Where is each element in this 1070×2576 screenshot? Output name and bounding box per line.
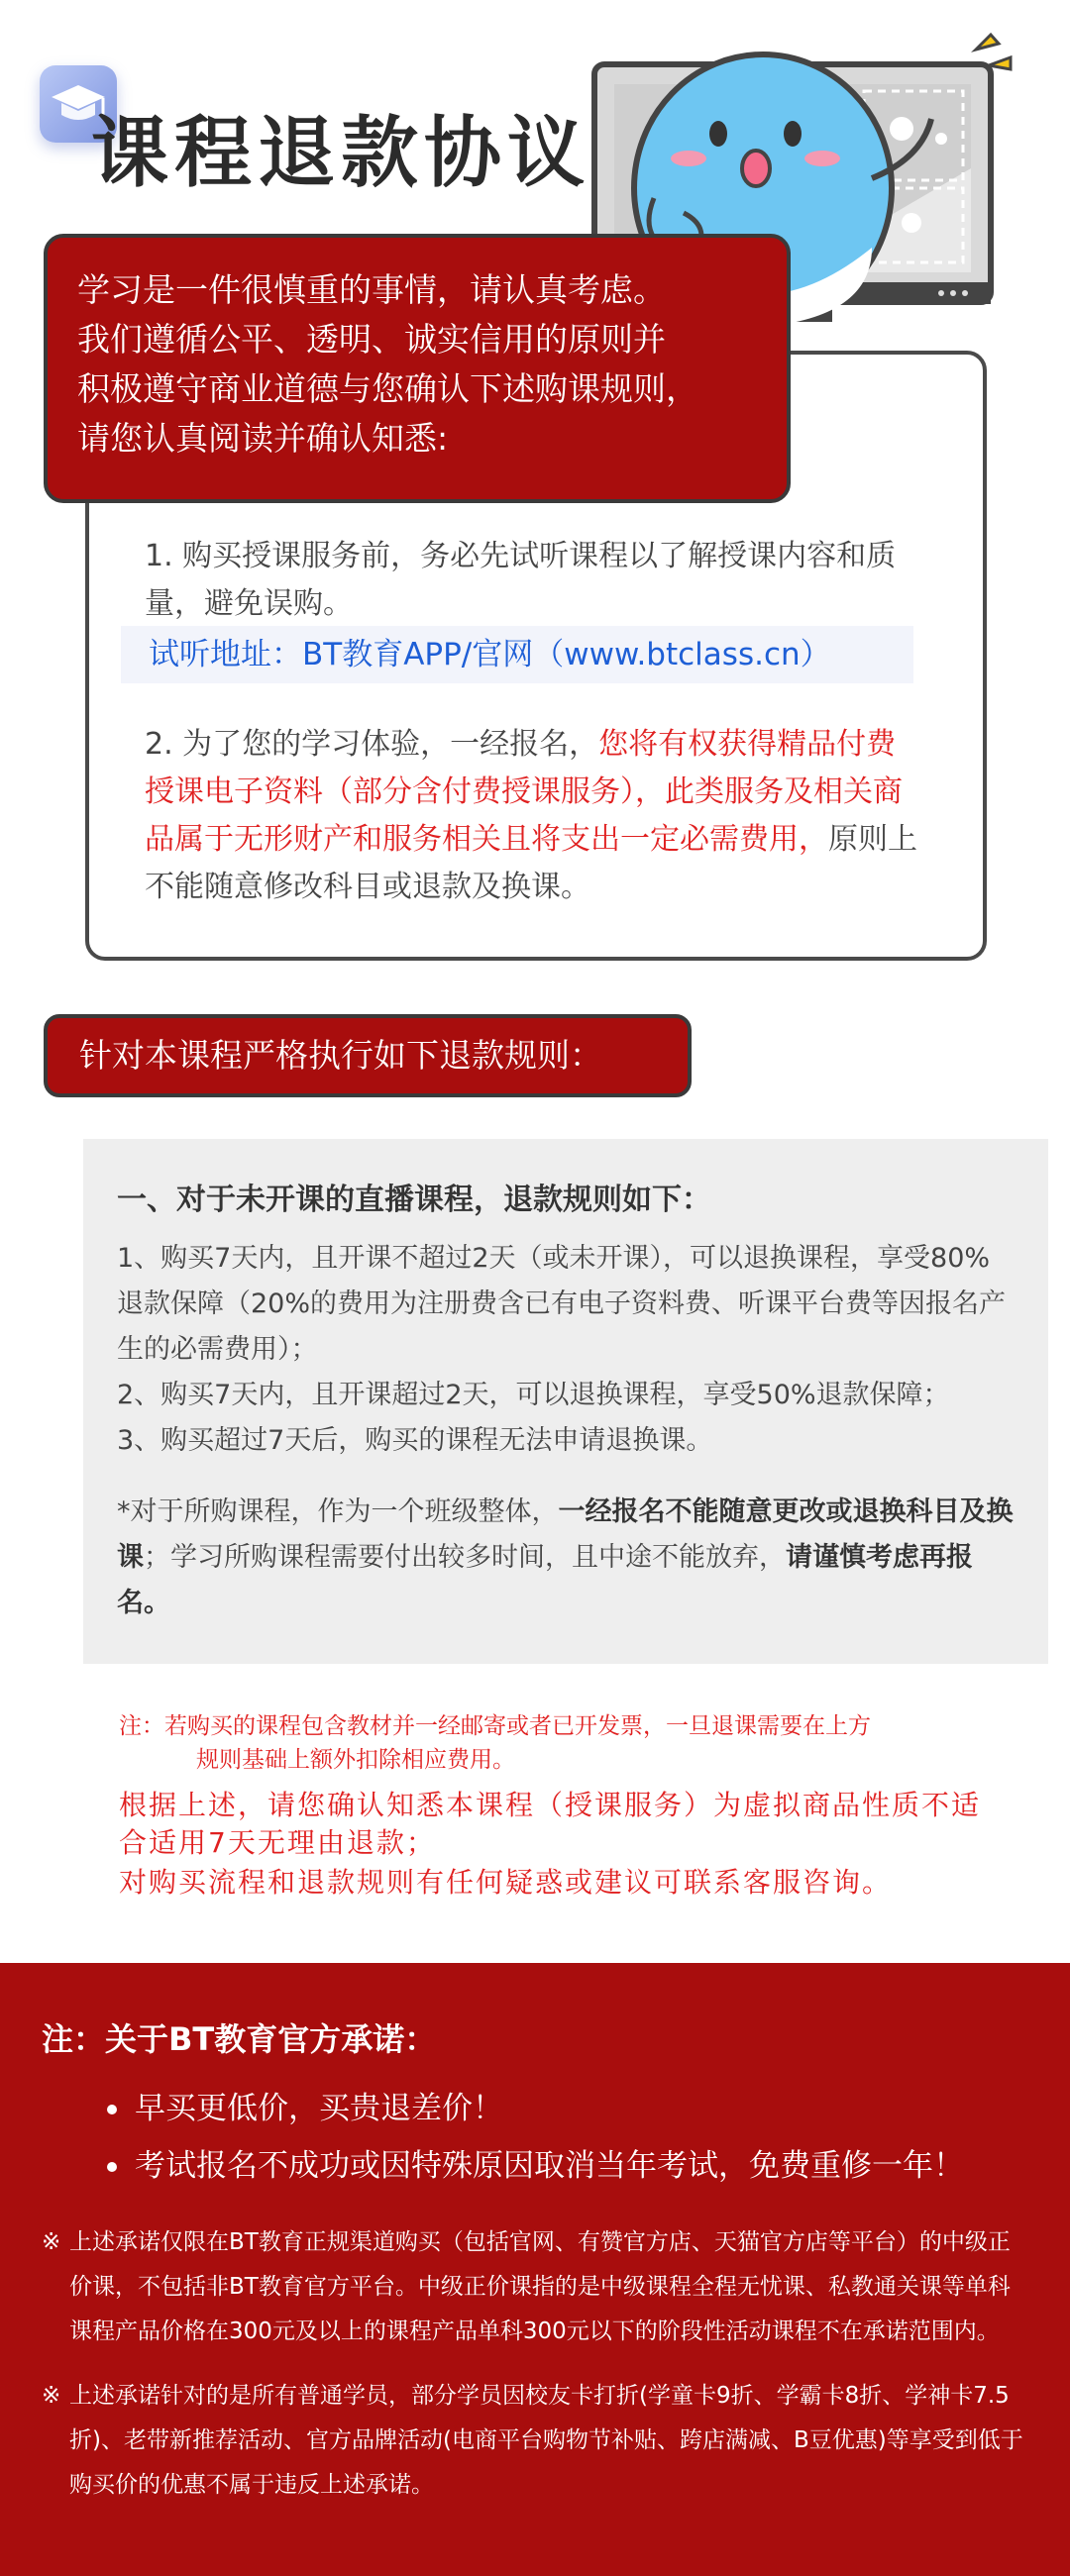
item2-suffix: 原则上不能随意修改科目或退款及换课。 <box>145 822 917 904</box>
intro-line: 请您认真阅读并确认知悉: <box>77 419 449 458</box>
page-title: 课程退款协议 <box>91 109 591 198</box>
bullet-text: 考试报名不成功或因特殊原因取消当年考试，免费重修一年！ <box>135 2148 964 2184</box>
agreement-item-2 <box>145 721 917 911</box>
fine-print-text: 上述承诺仅限在BT教育正规渠道购买（包括官网、有赞官方店、天猫官方店等平台）的中级正价课，不包括非BT教育官方平台。中级正价课指的是中级课程全程无忧课、私教通关课等单科课程产品价格在300元及以上的课程产品单科300元以下的阶段性活动课程不在承诺范围内。 <box>69 2229 1011 2344</box>
refund-rules-heading: 针对本课程严格执行如下退款规则： <box>44 1014 692 1097</box>
fine-print-text: 上述承诺针对的是所有普通学员，部分学员因校友卡打折(学童卡9折、学霸卡8折、学神卡7.5折)、老带新推荐活动、官方品牌活动(电商平台购物节补贴、跨店满减、B豆优惠)等享受到低于购买价的优惠不属于违反上述承诺。 <box>69 2383 1023 2498</box>
contact-note: 对购买流程和退款规则有任何疑惑或建议可联系客服咨询。 <box>119 1866 893 1899</box>
rules-note <box>117 1490 1015 1626</box>
note-text: *对于所购课程，作为一个班级整体， <box>117 1496 559 1527</box>
intro-line: 学习是一件很慎重的事情，请认真考虑。 <box>77 270 666 309</box>
note-emphasis: 请谨慎考虑再报名。 <box>117 1542 973 1618</box>
materials-note <box>119 1709 991 1777</box>
promise-fine-print <box>42 2374 1028 2508</box>
note-text: ；学习所购课程需要付出较多时间，且中途不能放弃， <box>144 1542 786 1573</box>
promise-bullet <box>42 2080 1028 2137</box>
rule-item: 2、购买7天内，且开课超过2天，可以退换课程，享受50%退款保障； <box>117 1380 950 1410</box>
item2-prefix: 2. 为了您的学习体验，一经报名， <box>145 727 599 762</box>
materials-note-line: 规则基础上额外扣除相应费用。 <box>196 1747 515 1773</box>
confirm-note: 根据上述，请您确认知悉本课程（授课服务）为虚拟商品性质不适合适用7天无理由退款； <box>119 1789 982 1859</box>
intro-line: 积极遵守商业道德与您确认下述购课规则， <box>77 369 698 408</box>
rules-section-title: 一、对于未开课的直播课程，退款规则如下： <box>117 1183 711 1217</box>
intro-line: 我们遵循公平、透明、诚实信用的原则并 <box>77 320 666 359</box>
rule-item: 3、购买超过7天后，购买的课程无法申请退换课。 <box>117 1425 713 1456</box>
official-promise-section <box>0 1963 1070 2576</box>
agreement-item-1: 1. 购买授课服务前，务必先试听课程以了解授课内容和质量，避免误购。 <box>145 539 897 621</box>
rule-item: 1、购买7天内，且开课不超过2天（或未开课），可以退换课程，享受80%退款保障（20%的费用为注册费含已有电子资料费、听课平台费等因报名产生的必需费用）； <box>117 1243 1007 1365</box>
bullet-dot-icon <box>107 2105 117 2114</box>
reference-mark-icon: ※ <box>42 2383 61 2409</box>
promise-fine-print <box>42 2220 1028 2354</box>
promise-bullet <box>42 2137 1028 2195</box>
intro-box <box>44 234 791 503</box>
refund-rules-panel <box>83 1139 1048 1664</box>
trial-address-link[interactable]: 试听地址：BT教育APP/官网（www.btclass.cn） <box>121 626 913 683</box>
reference-mark-icon: ※ <box>42 2229 61 2255</box>
note-emphasis: 一经报名不能随意更改或退换科目及换课 <box>117 1496 1014 1573</box>
promise-heading: 注：关于BT教育官方承诺： <box>42 2020 437 2058</box>
materials-note-line: 注：若购买的课程包含教材并一经邮寄或者已开发票，一旦退课需要在上方 <box>119 1713 871 1739</box>
bullet-dot-icon <box>107 2162 117 2172</box>
item2-highlight: 您将有权获得精品付费授课电子资料（部分含付费授课服务），此类服务及相关商品属于无形财产和服务相关且将支出一定必需费用， <box>145 727 903 857</box>
bullet-text: 早买更低价，买贵退差价！ <box>135 2091 503 2126</box>
